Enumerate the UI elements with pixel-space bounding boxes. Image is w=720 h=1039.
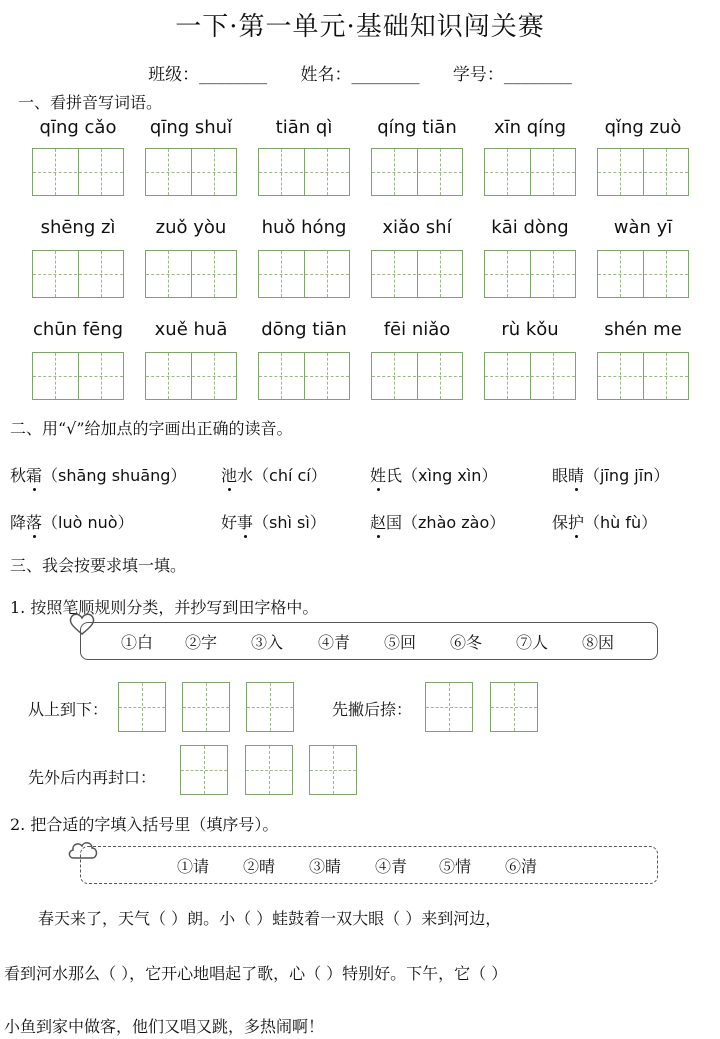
fill-in-line-2[interactable]: 看到河水那么（ ），它开心地唱起了歌，心（ ）特别好。下午，它（ ） [4,964,508,983]
option: ⑥清 [505,857,538,876]
reading-item: 赵国（zhào zào） [370,513,506,532]
option: ③睛 [309,857,342,876]
option: ⑧因 [582,633,615,652]
pinyin-label: xīn qíng [493,117,567,138]
pinyin-label: chūn fēng [32,319,124,340]
class-field[interactable]: 班级：________ [148,65,268,85]
pinyin-label: xiǎo shí [382,217,452,238]
tian-grid-cell[interactable] [180,745,228,795]
tian-grid-cell[interactable] [309,745,357,795]
writing-box[interactable] [145,352,237,400]
reading-item: 好事（shì sì） [221,513,326,532]
tian-grid-cell[interactable] [245,745,293,795]
id-field[interactable]: 学号：________ [452,65,572,85]
writing-box[interactable] [484,250,576,298]
outside-inside-label: 先外后内再封口： [28,768,157,787]
option: ③入 [251,633,284,652]
writing-box[interactable] [371,352,463,400]
writing-box[interactable] [32,250,124,298]
option: ①请 [177,857,210,876]
pinyin-label: qǐng zuò [604,117,682,138]
tian-grid-cell[interactable] [182,682,230,732]
pinyin-label: kāi dòng [491,217,569,238]
pinyin-label: fēi niǎo [383,319,451,340]
writing-box[interactable] [32,352,124,400]
option: ⑤情 [439,857,472,876]
name-field[interactable]: 姓名：________ [300,65,420,85]
option: ②晴 [243,857,276,876]
top-down-label: 从上到下： [28,700,109,719]
writing-box[interactable] [145,148,237,196]
option: ④青 [318,633,351,652]
reading-item: 姓氏（xìng xìn） [370,466,498,485]
pinyin-label: wàn yī [613,217,673,238]
writing-box[interactable] [484,352,576,400]
option: ④青 [375,857,408,876]
writing-box[interactable] [597,250,689,298]
pinyin-label: qíng tiān [377,117,457,138]
tian-grid-cell[interactable] [425,682,473,732]
reading-item: 池水（chí cí） [221,466,327,485]
option: ⑥冬 [450,633,483,652]
reading-item: 眼睛（jīng jīn） [552,466,670,485]
writing-box[interactable] [371,148,463,196]
question1-text: 1. 按照笔顺规则分类，并抄写到田字格中。 [10,598,319,617]
writing-box[interactable] [484,148,576,196]
fill-in-line-1[interactable]: 春天来了，天气（ ）朗。小（ ）蛙鼓着一双大眼（ ）来到河边， [38,909,502,928]
pinyin-label: zuǒ yòu [155,217,227,238]
writing-box[interactable] [258,148,350,196]
page-title: 一下·第一单元·基础知识闯关赛 [175,12,545,42]
option: ⑦人 [516,633,549,652]
writing-box[interactable] [258,352,350,400]
writing-box[interactable] [597,148,689,196]
writing-box[interactable] [258,250,350,298]
writing-box[interactable] [32,148,124,196]
writing-box[interactable] [145,250,237,298]
pinyin-label: xuě huā [154,319,228,340]
option: ②字 [185,633,218,652]
pinyin-label: shén me [604,319,682,340]
q1-options-box [80,622,658,660]
q2-options-box [80,846,658,884]
pinyin-label: shēng zì [40,217,116,238]
writing-box[interactable] [597,352,689,400]
option: ①白 [121,633,154,652]
pinyin-label: qīng shuǐ [149,117,233,138]
reading-item: 保护（hù fù） [552,513,658,532]
writing-box[interactable] [371,250,463,298]
section2-heading: 二、用“√”给加点的字画出正确的读音。 [10,419,293,438]
reading-item: 降落（luò nuò） [10,513,134,532]
pinyin-label: huǒ hóng [261,217,347,238]
tian-grid-cell[interactable] [118,682,166,732]
section3-heading: 三、我会按要求填一填。 [10,556,187,575]
student-info [0,60,720,85]
question2-text: 2. 把合适的字填入括号里（填序号）。 [10,815,279,834]
pinyin-label: rù kǒu [501,319,559,340]
pie-na-label: 先撇后捺： [332,700,413,719]
pinyin-label: tiān qì [275,117,333,138]
pinyin-label: qīng cǎo [39,117,117,138]
tian-grid-cell[interactable] [490,682,538,732]
section1-heading: 一、看拼音写词语。 [18,93,163,112]
pinyin-label: dōng tiān [261,319,347,340]
reading-item: 秋霜（shāng shuāng） [10,466,187,485]
tian-grid-cell[interactable] [246,682,294,732]
fill-in-line-3: 小鱼到家中做客，他们又唱又跳，多热闹啊！ [4,1017,325,1036]
option: ⑤回 [384,633,417,652]
